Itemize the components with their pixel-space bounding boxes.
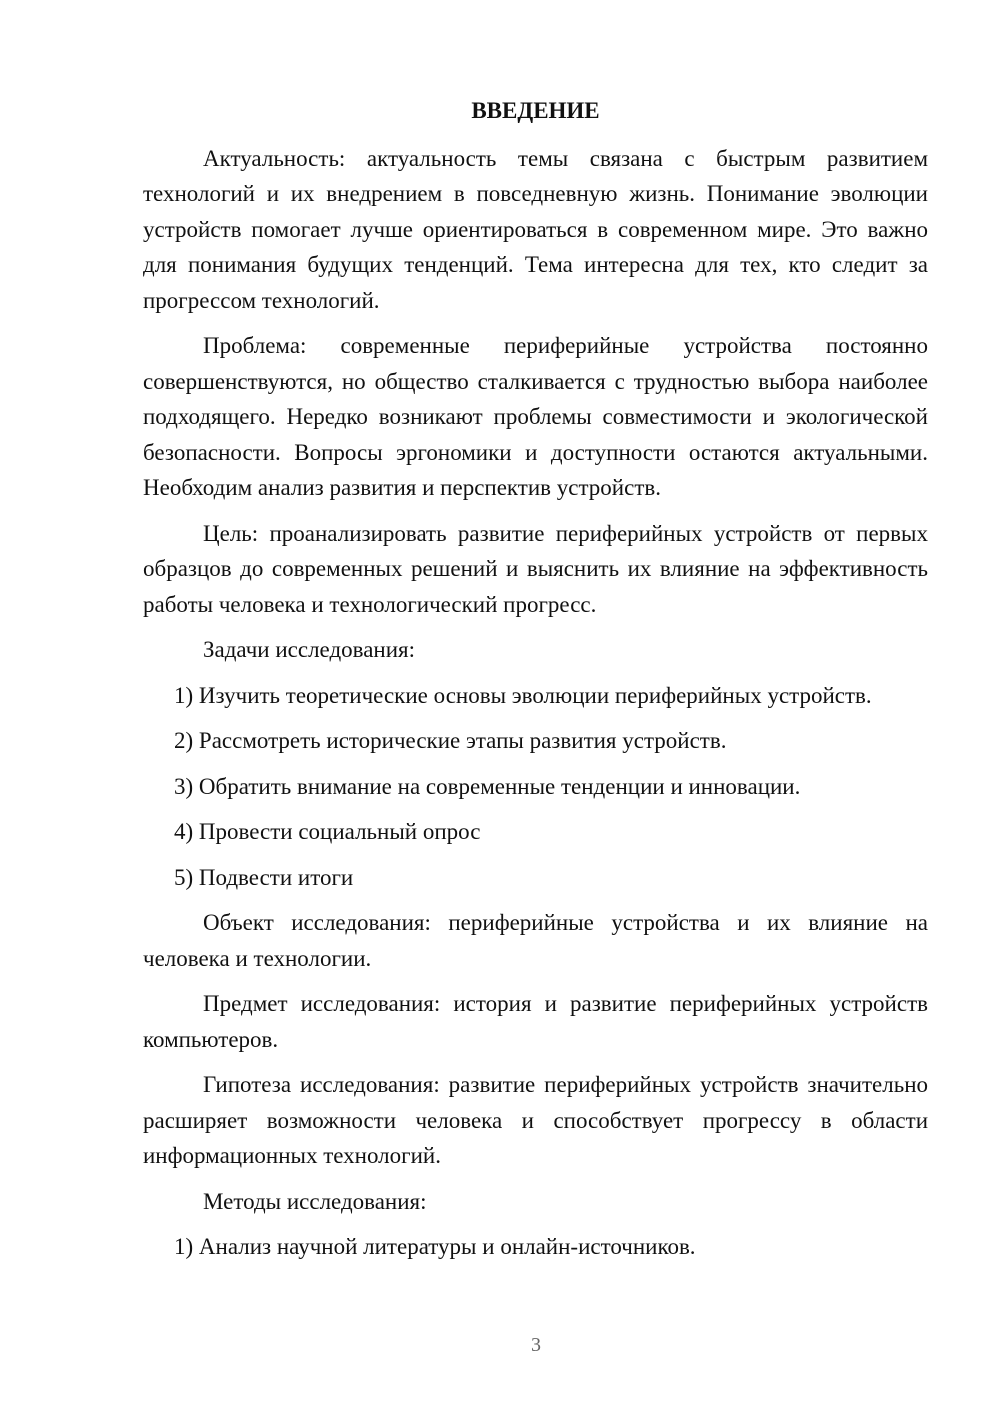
method-item: 1) Анализ научной литературы и онлайн-источников.: [174, 1234, 696, 1259]
task-item: 1) Изучить теоретические основы эволюции периферийных устройств.: [174, 682, 872, 708]
task-item: 3) Обратить внимание на современные тенденции и инновации.: [174, 773, 801, 799]
page-title: ВВЕДЕНИЕ: [471, 98, 600, 123]
tasks-list: [143, 678, 928, 896]
page-content: [143, 93, 928, 1275]
hypothesis-paragraph: Гипотеза исследования: развитие периферийных устройств значительно расширяет возможности человека и способствует прогрессу в области информационных технологий.: [143, 1072, 928, 1168]
tasks-label: Задачи исследования:: [203, 637, 416, 662]
task-item: 2) Рассмотреть исторические этапы развития устройств.: [174, 728, 727, 753]
page-number: 3: [531, 1334, 541, 1356]
task-item: 4) Провести социальный опрос: [174, 819, 481, 844]
subject-paragraph: Предмет исследования: история и развитие периферийных устройств компьютеров.: [143, 991, 928, 1052]
goal-paragraph: Цель: проанализировать развитие периферийных устройств от первых образцов до современных решений и выяснить их влияние на эффективность работы человека и технологический прогресс.: [143, 520, 928, 617]
task-item: 5) Подвести итоги: [174, 864, 354, 890]
object-paragraph: Объект исследования: периферийные устройства и их влияние на человека и технологии.: [143, 910, 928, 971]
problem-paragraph: Проблема: современные периферийные устройства постоянно совершенствуются, но общество сталкивается с трудностью выбора наиболее подходящего. Нередко возникают проблемы совместимости и экологической безопасности. Вопросы эргономики и доступности остаются актуальными. Необходим анализ развития и перспектив устройств.: [143, 333, 928, 500]
actuality-paragraph: Актуальность: актуальность темы связана с быстрым развитием технологий и их внедрением в повседневную жизнь. Понимание эволюции устройств помогает лучше ориентироваться в современном мире. Это важно для понимания будущих тенденций. Тема интересна для тех, кто следит за прогрессом технологий.: [143, 145, 928, 313]
methods-list: [143, 1229, 928, 1265]
methods-label: Методы исследования:: [203, 1188, 427, 1214]
